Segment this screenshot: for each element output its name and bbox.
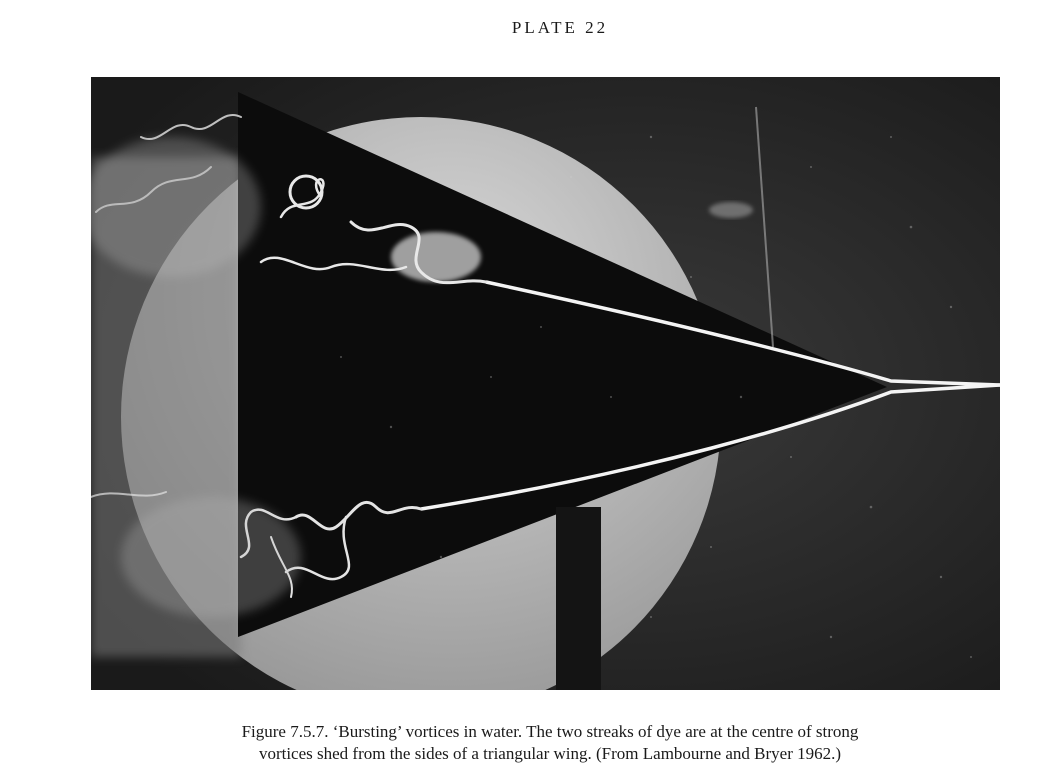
caption-line-2: vortices shed from the sides of a triangular wing. (From Lambourne and Bryer 1962.)	[258, 744, 842, 763]
plate-title: PLATE 22	[511, 18, 609, 37]
faint-dye-patch	[709, 202, 753, 218]
lower-dye-cloud	[121, 497, 301, 617]
figure-caption	[110, 721, 990, 765]
support-strut	[556, 507, 601, 690]
figure-photograph	[91, 77, 1000, 690]
caption-line-1: Figure 7.5.7. ‘Bursting’ vortices in water. The two streaks of dye are at the centre of strong	[241, 722, 859, 741]
